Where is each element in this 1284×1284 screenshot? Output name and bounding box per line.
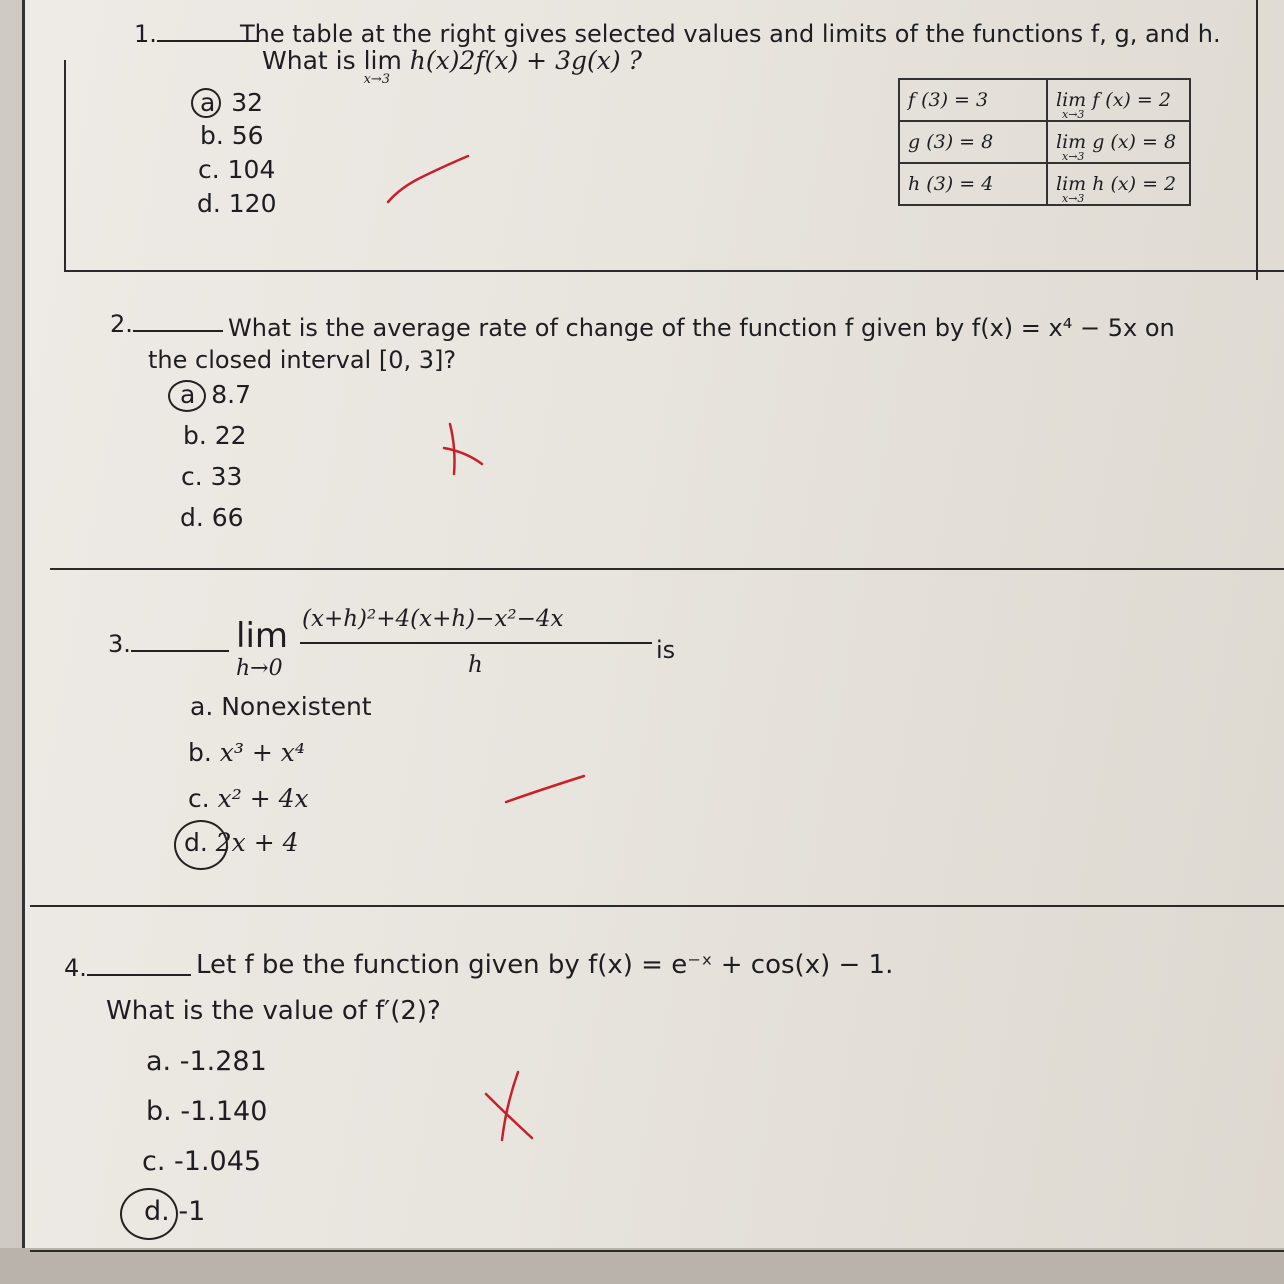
right-border [1256,0,1258,280]
section-divider-1 [64,270,1284,272]
choice-letter: d. [197,189,221,218]
q4-text-line2: What is the value of f′(2)? [106,996,441,1026]
q2-choice-d[interactable] [180,503,244,532]
q1-choice-c[interactable] [198,155,275,184]
q1-expression: h(x)2f(x) + 3g(x) ? [409,46,642,75]
table-cell-f-limit [1047,79,1190,121]
q4-answer-blank[interactable] [87,952,191,976]
choice-letter: a. [146,1046,172,1077]
choice-letter: c. [181,462,203,491]
table-cell-g-limit [1047,121,1190,163]
table-cell-g-value: g (3) = 8 [899,121,1047,163]
q1-lim-sub: x→3 [363,72,391,87]
section-divider-4 [30,1250,1284,1252]
choice-value: Nonexistent [221,692,372,721]
limit-sub: x→3 [1062,108,1085,121]
q3-lim: lim [236,616,289,656]
q3-selected-circle [174,820,228,870]
choice-value: -1.140 [180,1096,268,1127]
q2-text-line2: the closed interval [0, 3]? [148,346,457,374]
choice-value: -1.045 [174,1146,262,1177]
q2-choice-c[interactable] [181,462,242,491]
q2-number-label: 2. [110,310,133,338]
table-cell-h-value: h (3) = 4 [899,163,1047,205]
q3-number [108,628,229,658]
choice-letter: c. [142,1146,166,1177]
q1-choice-d[interactable] [197,189,277,218]
page-bottom-edge [0,1248,1284,1284]
choice-letter: a. [190,692,214,721]
q3-fraction-bar [300,642,652,644]
choice-value: x² + 4x [217,784,309,813]
choice-letter: b. [200,121,224,150]
q4-x-mark [478,1066,548,1146]
q1-selected-circle [191,88,221,118]
table-cell-h-limit [1047,163,1190,205]
choice-letter: b. [183,421,207,450]
q2-selected-circle [168,380,206,412]
table-row [899,163,1190,205]
q1-lim: lim [363,46,402,75]
choice-value: 56 [231,121,264,150]
choice-letter: c. [188,784,210,813]
choice-value: 104 [227,155,276,184]
q4-choice-b[interactable] [146,1096,267,1127]
table-row [899,121,1190,163]
choice-value: 22 [214,421,247,450]
table-cell-f-value: f (3) = 3 [899,79,1047,121]
choice-value: 120 [228,189,277,218]
q2-answer-blank[interactable] [133,308,223,332]
q3-numerator: (x+h)²+4(x+h)−x²−4x [302,606,564,632]
table-row [899,79,1190,121]
q1-check-mark [380,150,480,210]
limit-sub: x→3 [1062,192,1085,205]
q1-values-table [898,78,1191,206]
q3-choice-c[interactable] [188,784,309,813]
q2-number [110,308,223,338]
q4-number-label: 4. [64,954,87,982]
q2-choice-b[interactable] [183,421,247,450]
q4-choice-a[interactable] [146,1046,267,1077]
q1-question-prefix: What is [262,46,356,75]
left-border [64,60,66,270]
choice-letter: a [180,380,196,409]
limit-text: lim g (x) = 8 [1056,131,1177,153]
q3-answer-blank[interactable] [131,628,229,652]
q2-text-line1: What is the average rate of change of the function f given by f(x) = x⁴ − 5x on [228,314,1175,342]
limit-text: lim h (x) = 2 [1056,173,1177,195]
choice-letter: d. [180,503,204,532]
q3-check-mark [500,770,590,810]
q2-x-mark [440,418,500,478]
q3-number-label: 3. [108,630,131,658]
choice-letter: a [200,88,216,117]
choice-letter: b. [188,738,212,767]
section-divider-2 [50,568,1284,570]
q3-choice-a[interactable] [190,692,372,721]
choice-value: 2x + 4 [215,828,299,857]
choice-letter: b. [146,1096,172,1127]
q3-lim-sub: h→0 [236,656,283,681]
limit-text: lim f (x) = 2 [1056,89,1171,111]
choice-value: 66 [211,503,244,532]
choice-letter: d. [144,1196,170,1227]
limit-sub: x→3 [1062,150,1085,163]
choice-value: x³ + x⁴ [219,738,305,767]
q3-denominator: h [468,652,483,678]
q3-choice-b[interactable] [188,738,305,767]
choice-value: -1 [178,1196,206,1227]
q1-number-label: 1. [134,20,157,48]
q1-number [134,18,257,48]
q3-suffix: is [656,636,676,664]
q4-choice-c[interactable] [142,1146,261,1177]
choice-value: -1.281 [179,1046,267,1077]
q4-text-line1: Let f be the function given by f(x) = e⁻ˣ + cos(x) − 1. [196,950,894,980]
choice-value: 32 [231,88,264,117]
q1-question [262,46,642,87]
choice-value: 8.7 [211,380,251,409]
choice-letter: d. [184,828,208,857]
q1-text: The table at the right gives selected values and limits of the functions f, g, and h. [240,20,1221,48]
q4-number [64,952,191,982]
section-divider-3 [30,905,1284,907]
choice-letter: c. [198,155,220,184]
q1-choice-b[interactable] [200,121,264,150]
q4-selected-circle [120,1188,178,1240]
choice-value: 33 [210,462,243,491]
